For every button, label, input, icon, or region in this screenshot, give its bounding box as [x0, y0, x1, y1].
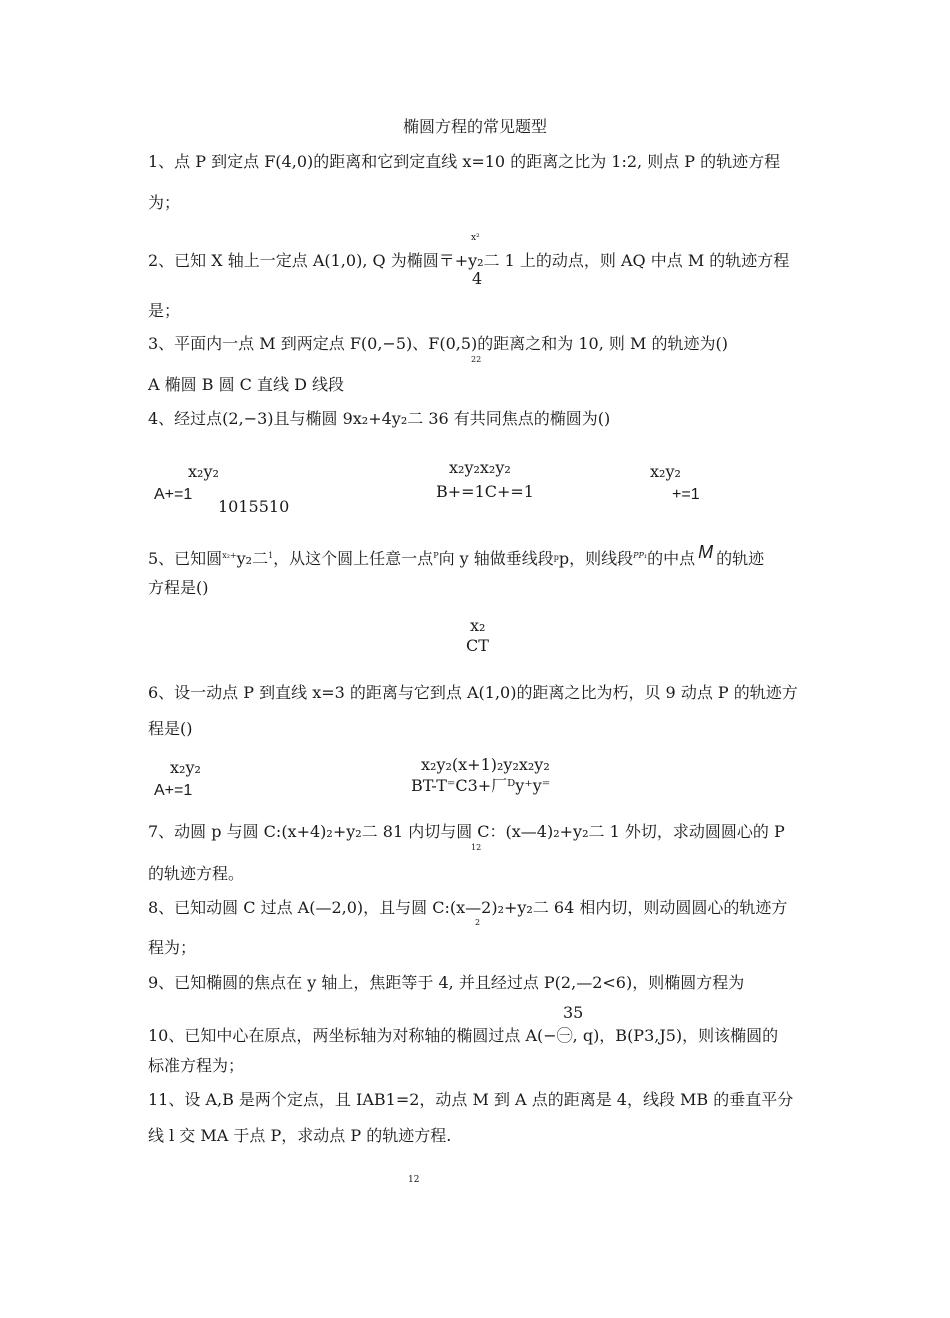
question-5-text-b: y₂二 [236, 549, 269, 568]
question-8-line-1: 8、已知动圆 C 过点 A(—2,0)，且与圆 C:(x—2)₂+y₂二 64 相内切，则动圆圆心的轨迹方 [148, 898, 788, 917]
question-5-text-c: ，从这个圆上任意一点 [273, 549, 434, 568]
question-2-line-2: 是； [148, 301, 181, 320]
question-5-option-denominator: CT [466, 636, 489, 655]
question-6-line-1: 6、设一动点 P 到直线 x=3 的距离与它到点 A(1,0)的距离之比为朽，贝 9 动点 P 的轨迹方 [148, 683, 798, 702]
question-4-option-a-numerator: x₂y₂ [188, 462, 219, 481]
question-5-text-e: p，则线段 [558, 549, 634, 568]
page-number: 12 [408, 1175, 420, 1185]
question-7-subscript: 12 [471, 843, 482, 852]
question-4-option-bc-numerator: x₂y₂x₂y₂ [449, 458, 511, 477]
question-5-line-1 [148, 542, 764, 569]
question-4-option-a: A+=1 [154, 486, 193, 503]
question-5-sup-c: P [433, 551, 439, 560]
question-10-line-1: 10、已知中心在原点，两坐标轴为对称轴的椭圆过点 A(−㊀, q)，B(P3,J5)，则该椭圆的 [148, 1026, 779, 1045]
question-5-sup-d: p [553, 553, 559, 562]
question-8-line-2: 程为； [148, 938, 197, 957]
question-8-subscript: 2 [475, 918, 481, 927]
question-2-line-1: 2、已知 X 轴上一定点 A(1,0), Q 为椭圆〒+y₂二 1 上的动点，则 AQ 中点 M 的轨迹方程 [148, 251, 790, 270]
question-4-option-d-numerator: x₂y₂ [650, 462, 681, 481]
question-10-line-2: 标准方程为； [148, 1056, 245, 1075]
question-3-line-1: 3、平面内一点 M 到两定点 F(0,−5)、F(0,5)的距离之和为 10, 则 M 的轨迹为() [148, 334, 728, 353]
question-6-line-2: 程是() [148, 719, 193, 738]
question-4-option-a-denominators: 1015510 [218, 497, 290, 516]
question-11-line-2: 线 l 交 MA 于点 P，求动点 P 的轨迹方程. [148, 1126, 452, 1145]
question-6-option-b-numerator: x₂y₂(x+1)₂y₂x₂y₂ [421, 755, 550, 774]
question-5-text-g: 的轨迹 [716, 549, 765, 568]
question-5-text-d: 向 y 轴做垂线段 [438, 549, 554, 568]
question-3-subscript: 22 [471, 355, 482, 364]
question-4-option-d: +=1 [672, 486, 700, 503]
document-title: 椭圆方程的常见题型 [403, 117, 548, 136]
question-11-line-1: 11、设 A,B 是两个定点，且 IAB1=2，动点 M 到 A 点的距离是 4，线段 MB 的垂直平分 [148, 1090, 794, 1109]
question-6-option-a: A+=1 [154, 782, 193, 799]
question-1-line-1: 1、点 P 到定点 F(4,0)的距离和它到定直线 x=10 的距离之比为 1:2, 则点 P 的轨迹方程 [148, 152, 781, 171]
question-1-line-2: 为； [148, 193, 181, 212]
question-2-denominator: 4 [472, 269, 483, 288]
question-5-sup-e: PP₁ [633, 551, 648, 560]
question-9-number: 35 [563, 1003, 584, 1022]
question-7-line-2: 的轨迹方程。 [148, 864, 245, 883]
question-9-line-1: 9、已知椭圆的焦点在 y 轴上，焦距等于 4, 并且经过点 P(2,—2<6)，则椭圆方程为 [148, 973, 745, 992]
question-6-option-b: BT-T⁼C3+厂ᴰy⁺y⁼ [411, 776, 551, 795]
question-5-sup-a: x₂+ [222, 551, 237, 560]
question-5-text-a: 5、已知圆 [148, 549, 223, 568]
question-2-superscript: x² [471, 233, 480, 243]
question-5-option-numerator: x₂ [470, 616, 486, 635]
question-4-option-bc: B+=1C+=1 [436, 482, 534, 501]
question-6-option-a-numerator: x₂y₂ [170, 758, 201, 777]
question-3-options: A 椭圆 B 圆 C 直线 D 线段 [148, 375, 344, 394]
question-5-sup-b: 1 [268, 551, 274, 560]
question-5-line-2: 方程是() [148, 578, 209, 597]
question-4-line-1: 4、经过点(2,−3)且与椭圆 9x₂+4y₂二 36 有共同焦点的椭圆为() [148, 409, 611, 428]
question-5-letter-m: M [698, 542, 714, 562]
question-5-text-f: 的中点 [647, 549, 696, 568]
question-7-line-1: 7、动圆 p 与圆 C:(x+4)₂+y₂二 81 内切与圆 C：(x—4)₂+y₂二 1 外切，求动圆圆心的 P [148, 822, 785, 841]
